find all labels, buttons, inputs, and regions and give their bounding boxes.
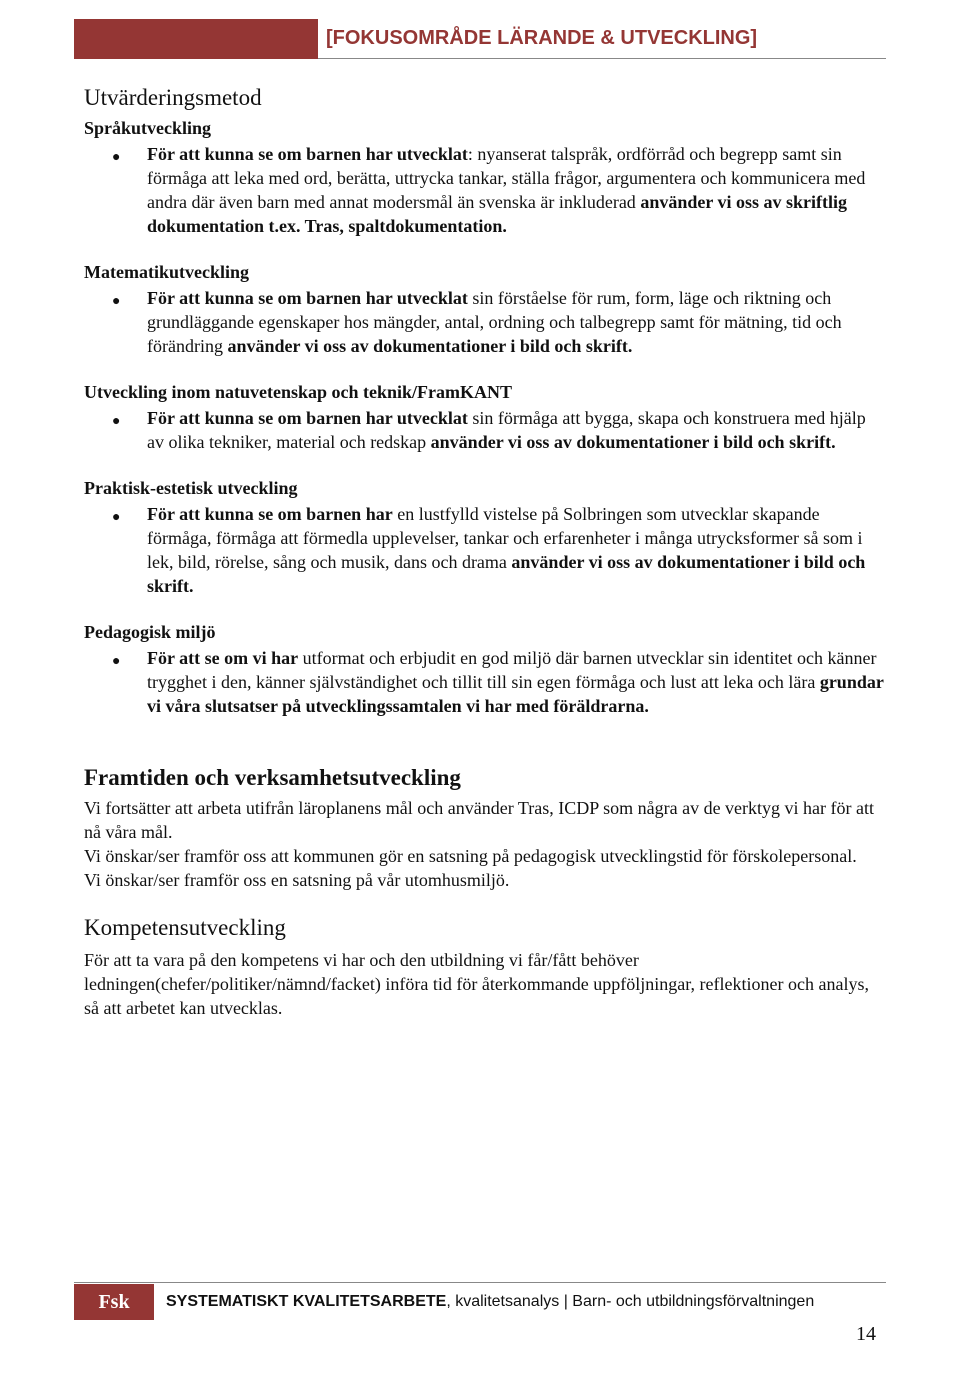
section-title: Språkutveckling <box>84 118 212 138</box>
eval-heading: Utvärderingsmetod <box>84 85 262 110</box>
bullet-icon: ● <box>112 150 121 165</box>
footer-rest: , kvalitetsanalys | Barn- och utbildningsförvaltningen <box>446 1293 815 1310</box>
footer-text <box>166 1293 814 1311</box>
header-rule <box>318 58 886 59</box>
future-line: Vi önskar/ser framför oss att kommunen gör en satsning på pedagogisk utvecklingstid för förskolepersonal. <box>84 846 857 866</box>
section-math <box>84 260 884 358</box>
list-item <box>84 502 884 598</box>
section-environment <box>84 620 884 718</box>
footer-logo-box: Fsk <box>74 1284 154 1320</box>
section-competence <box>84 914 884 1020</box>
header-title: [FOKUSOMRÅDE LÄRANDE & UTVECKLING] <box>326 27 758 49</box>
bullet-icon: ● <box>112 510 121 525</box>
bullet-body: : nyanserat talspråk, ordförråd och begrepp samt sin förmåga att leka med ord, berätta, uttrycka tankar, ställa frågor, argumentera och kommunicera med andra där även barn med annat modersmål än svenska är inkluderad <box>147 144 866 212</box>
bullet-tail: använder vi oss av dokumentationer i bild och skrift. <box>227 336 633 356</box>
bullet-lead: För att kunna se om barnen har utvecklat <box>147 144 468 164</box>
section-title: Matematikutveckling <box>84 262 249 282</box>
section-science <box>84 380 884 454</box>
bullet-icon: ● <box>112 654 121 669</box>
list-item <box>84 406 884 454</box>
bullet-body: utformat och erbjudit en god miljö där barnen utvecklar sin identitet och känner trygghet i den, känner självständighet och tillit till sin egen förmåga och lust att leka och lära <box>147 648 877 692</box>
bullet-tail: använder vi oss av dokumentationer i bild och skrift. <box>430 432 836 452</box>
future-line: Vi fortsätter att arbeta utifrån läroplanens mål och använder Tras, ICDP som några av de verktyg vi har för att nå våra mål. <box>84 798 875 842</box>
section-title: Pedagogisk miljö <box>84 622 216 642</box>
list-item <box>84 286 884 358</box>
page-content <box>84 84 884 1020</box>
future-line: Vi önskar/ser framför oss en satsning på vår utomhusmiljö. <box>84 870 510 890</box>
section-language <box>84 116 884 238</box>
bullet-icon: ● <box>112 414 121 429</box>
bullet-lead: För att se om vi har <box>147 648 299 668</box>
future-heading: Framtiden och verksamhetsutveckling <box>84 765 461 790</box>
competence-heading: Kompetensutveckling <box>84 915 286 940</box>
list-item <box>84 142 884 238</box>
section-future <box>84 764 884 892</box>
bullet-lead: För att kunna se om barnen har utvecklat <box>147 408 468 428</box>
bullet-body: sin förståelse för rum, form, läge och riktning och grundläggande egenskaper hos mängder, antal, ordning och talbegrepp samt för mätning, tid och förändring <box>147 288 842 356</box>
footer-rule <box>74 1282 886 1283</box>
bullet-lead: För att kunna se om barnen har utvecklat <box>147 288 468 308</box>
bullet-body: en lustfylld vistelse på Solbringen som utvecklar skapande förmåga, förmåga att förmedla upplevelser, tankar och erfarenheter i många utrycksformer så som i lek, bild, rörelse, sång och musik, dans och drama <box>147 504 863 572</box>
bullet-body: sin förmåga att bygga, skapa och konstruera med hjälp av olika tekniker, material och redskap <box>147 408 866 452</box>
bullet-tail: grundar vi våra slutsatser på utvecklingssamtalen vi har med föräldrarna. <box>147 672 884 716</box>
section-title: Praktisk-estetisk utveckling <box>84 478 298 498</box>
footer-bold: SYSTEMATISKT KVALITETSARBETE <box>166 1293 447 1310</box>
bullet-lead: För att kunna se om barnen har <box>147 504 393 524</box>
bullet-tail: använder vi oss av dokumentationer i bild och skrift. <box>147 552 866 596</box>
section-aesthetic <box>84 476 884 598</box>
section-title: Utveckling inom natuvetenskap och teknik/FramKANT <box>84 382 513 402</box>
bullet-tail: använder vi oss av skriftlig dokumentation t.ex. Tras, spaltdokumentation. <box>147 192 848 236</box>
list-item <box>84 646 884 718</box>
bullet-icon: ● <box>112 294 121 309</box>
competence-text: För att ta vara på den kompetens vi har och den utbildning vi får/fått behöver ledningen(chefer/politiker/nämnd/facket) införa tid för återkommande uppföljningar, reflektioner och analys, så att arbetet kan utvecklas. <box>84 950 869 1018</box>
header-color-bar <box>74 19 318 59</box>
page-number: 14 <box>856 1323 876 1345</box>
